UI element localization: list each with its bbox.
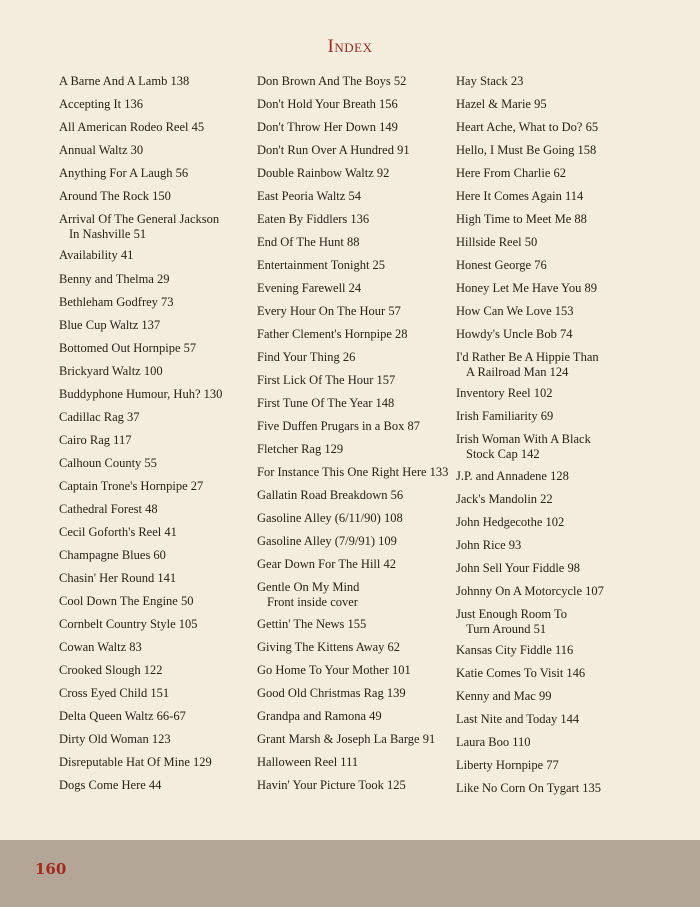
index-entry-text: Jack's Mandolin 22 [456,492,553,506]
index-entry-text: Calhoun County 55 [59,456,157,470]
index-entry [257,663,411,678]
index-entry-text: Double Rainbow Waltz 92 [257,166,390,180]
index-entry [59,295,174,310]
index-entry-text: Gettin' The News 155 [257,617,367,631]
index-entry [257,373,395,388]
index-entry-text: Accepting It 136 [59,97,144,111]
index-entry [59,479,203,494]
index-entry-text: Availability 41 [59,248,134,262]
index-entry [59,272,170,287]
index-entry-text: Annual Waltz 30 [59,143,144,157]
index-entry-continuation: Stock Cap 142 [466,447,540,461]
index-entry-text: Don't Throw Her Down 149 [257,120,398,134]
index-entry-text: John Hedgecothe 102 [456,515,565,529]
index-entry [257,557,396,572]
index-entry [59,686,169,701]
index-entry-text: Liberty Hornpipe 77 [456,758,559,772]
index-entry [456,735,531,750]
index-entry [456,212,587,227]
index-entry-text: Hello, I Must Be Going 158 [456,143,597,157]
index-entry-text: Cairo Rag 117 [59,433,132,447]
index-entry [257,686,406,701]
index-entry [59,74,189,89]
index-entry-text: Dirty Old Woman 123 [59,732,171,746]
index-entry-text: Here It Comes Again 114 [456,189,584,203]
index-entry [257,120,398,135]
index-entry-text: A Barne And A Lamb 138 [59,74,190,88]
index-entry [456,515,564,530]
page-number: 160 [35,860,67,878]
index-entry [456,561,580,576]
index-entry [59,341,196,356]
index-entry [59,387,222,402]
index-entry-text: First Lick Of The Hour 157 [257,373,396,387]
index-entry [59,525,177,540]
index-entry [456,74,523,89]
index-entry [257,304,401,319]
index-entry [257,580,359,610]
index-entry [257,488,403,503]
index-entry [257,258,385,273]
index-entry [456,712,579,727]
index-entry-text: Katie Comes To Visit 146 [456,666,586,680]
index-entry-text: Heart Ache, What to Do? 65 [456,120,599,134]
index-entry-text: Captain Trone's Hornpipe 27 [59,479,204,493]
index-entry [257,465,448,480]
index-entry-text: Eaten By Fiddlers 136 [257,212,370,226]
index-entry-text: Gallatin Road Breakdown 56 [257,488,404,502]
index-entry [456,584,604,599]
index-entry [59,502,158,517]
index-entry-text: Cool Down The Engine 50 [59,594,194,608]
index-entry [257,281,361,296]
index-entry [257,419,420,434]
index-entry-text: Evening Farewell 24 [257,281,362,295]
index-entry [456,758,559,773]
index-entry-text: High Time to Meet Me 88 [456,212,587,226]
index-entry [456,409,553,424]
index-entry-text: First Tune Of The Year 148 [257,396,395,410]
index-entry-text: How Can We Love 153 [456,304,574,318]
index-entry [456,189,583,204]
index-entry [257,396,394,411]
index-entry-text: Arrival Of The General Jackson [59,212,220,226]
index-entry-text: Giving The Kittens Away 62 [257,640,401,654]
index-entry-text: Father Clement's Hornpipe 28 [257,327,408,341]
index-entry [456,689,551,704]
index-entry-text: Honest George 76 [456,258,547,272]
index-entry [59,212,219,242]
index-entry-text: Gentle On My Mind [257,580,360,594]
index-entry [257,143,410,158]
index-entry [456,350,599,380]
index-entry-text: Kansas City Fiddle 116 [456,643,574,657]
index-entry [456,607,567,637]
index-entry-text: Crooked Slough 122 [59,663,163,677]
index-entry-text: J.P. and Annadene 128 [456,469,569,483]
index-entry [59,166,188,181]
index-entry [59,640,142,655]
index-entry-text: Good Old Christmas Rag 139 [257,686,406,700]
index-entry [59,709,186,724]
index-entry-text: Anything For A Laugh 56 [59,166,189,180]
index-entry-text: I'd Rather Be A Hippie Than [456,350,599,364]
index-entry-text: Irish Familiarity 69 [456,409,554,423]
index-entry [59,97,143,112]
index-entry-text: Cross Eyed Child 151 [59,686,170,700]
index-entry-text: Dogs Come Here 44 [59,778,162,792]
footer-band [0,840,700,907]
index-entry-text: Find Your Thing 26 [257,350,356,364]
index-entry [456,666,585,681]
index-entry [456,327,572,342]
index-entry [59,248,133,263]
index-entry [456,143,596,158]
index-entry [456,386,553,401]
index-entry-text: Fletcher Rag 129 [257,442,344,456]
index-entry [257,778,406,793]
index-entry-text: Don Brown And The Boys 52 [257,74,407,88]
index-entry [59,456,157,471]
index-entry [59,617,198,632]
index-entry-text: Bethleham Godfrey 73 [59,295,174,309]
index-entry-text: Go Home To Your Mother 101 [257,663,411,677]
index-entry [59,571,176,586]
index-entry-text: All American Rodeo Reel 45 [59,120,205,134]
index-entry [257,617,366,632]
index-entry-text: Gasoline Alley (6/11/90) 108 [257,511,403,525]
index-entry-text: Hay Stack 23 [456,74,524,88]
index-entry-text: Don't Run Over A Hundred 91 [257,143,410,157]
index-entry-text: Inventory Reel 102 [456,386,553,400]
index-entry-text: Just Enough Room To [456,607,568,621]
index-entry-text: Cornbelt Country Style 105 [59,617,198,631]
index-entry-text: Laura Boo 110 [456,735,531,749]
index-entry [59,755,212,770]
index-entry-text: For Instance This One Right Here 133 [257,465,449,479]
index-entry [456,538,521,553]
index-entry [456,469,569,484]
index-entry [456,643,573,658]
index-entry-text: Cadillac Rag 37 [59,410,140,424]
index-entry [456,432,591,462]
index-entry [257,511,403,526]
index-entry [257,235,360,250]
index-entry [257,350,355,365]
index-entry [257,327,408,342]
index-entry-continuation: In Nashville 51 [69,227,147,241]
index-entry-text: Champagne Blues 60 [59,548,166,562]
index-entry-text: Cecil Goforth's Reel 41 [59,525,177,539]
index-entry-text: Every Hour On The Hour 57 [257,304,401,318]
index-entry-text: Entertainment Tonight 25 [257,258,386,272]
index-entry-text: Cathedral Forest 48 [59,502,158,516]
index-entry [456,781,601,796]
index-entry-text: Last Nite and Today 144 [456,712,580,726]
index-entry-text: John Sell Your Fiddle 98 [456,561,580,575]
index-entry [59,433,131,448]
index-entry [456,281,597,296]
index-entry-text: Gasoline Alley (7/9/91) 109 [257,534,397,548]
index-entry [456,120,598,135]
index-entry-text: Blue Cup Waltz 137 [59,318,161,332]
index-entry [257,97,398,112]
index-entry [59,364,163,379]
index-entry-continuation: A Railroad Man 124 [466,365,569,379]
index-entry-text: Johnny On A Motorcycle 107 [456,584,604,598]
index-entry-text: Delta Queen Waltz 66-67 [59,709,186,723]
index-entry-text: Don't Hold Your Breath 156 [257,97,398,111]
index-entry [257,732,435,747]
index-entry [59,410,140,425]
index-entry-text: Around The Rock 150 [59,189,171,203]
index-entry-text: John Rice 93 [456,538,522,552]
index-entry [456,97,547,112]
index-entry-text: Hazel & Marie 95 [456,97,547,111]
index-entry-text: East Peoria Waltz 54 [257,189,361,203]
index-entry-text: Grandpa and Ramona 49 [257,709,382,723]
index-entry [59,120,204,135]
index-entry-text: Buddyphone Humour, Huh? 130 [59,387,223,401]
index-entry-text: Grant Marsh & Joseph La Barge 91 [257,732,436,746]
index-entry [257,534,397,549]
index-entry-text: Havin' Your Picture Took 125 [257,778,406,792]
index-entry-text: Honey Let Me Have You 89 [456,281,597,295]
index-entry-text: Bottomed Out Hornpipe 57 [59,341,197,355]
index-entry-text: Here From Charlie 62 [456,166,567,180]
index-entry [59,732,171,747]
index-entry-text: End Of The Hunt 88 [257,235,360,249]
index-entry [456,492,553,507]
index-entry-continuation: Turn Around 51 [466,622,547,636]
index-entry [59,318,160,333]
index-entry [257,442,343,457]
index-entry [456,304,574,319]
index-entry-text: Five Duffen Prugars in a Box 87 [257,419,420,433]
index-entry-text: Disreputable Hat Of Mine 129 [59,755,212,769]
index-entry-text: Irish Woman With A Black [456,432,591,446]
index-entry-text: Like No Corn On Tygart 135 [456,781,602,795]
index-entry [257,755,358,770]
index-entry [456,258,547,273]
index-entry [59,189,171,204]
index-entry-text: Brickyard Waltz 100 [59,364,163,378]
index-entry-text: Howdy's Uncle Bob 74 [456,327,573,341]
index-entry [59,143,143,158]
index-entry [59,663,162,678]
index-entry-text: Halloween Reel 111 [257,755,359,769]
index-entry [257,212,369,227]
index-entry-text: Benny and Thelma 29 [59,272,170,286]
index-entry [257,166,389,181]
index-entry-text: Gear Down For The Hill 42 [257,557,396,571]
index-entry [257,640,400,655]
index-entry-text: Chasin' Her Round 141 [59,571,177,585]
index-entry-text: Hillside Reel 50 [456,235,538,249]
index-entry [257,709,382,724]
index-entry [456,235,537,250]
index-entry [59,778,161,793]
index-entry [59,548,166,563]
index-entry [257,189,361,204]
index-entry-continuation: Front inside cover [267,595,358,609]
index-entry [257,74,406,89]
index-entry-text: Kenny and Mac 99 [456,689,552,703]
index-entry-text: Cowan Waltz 83 [59,640,142,654]
index-entry [456,166,566,181]
index-entry [59,594,193,609]
page-title: Index [327,36,373,57]
